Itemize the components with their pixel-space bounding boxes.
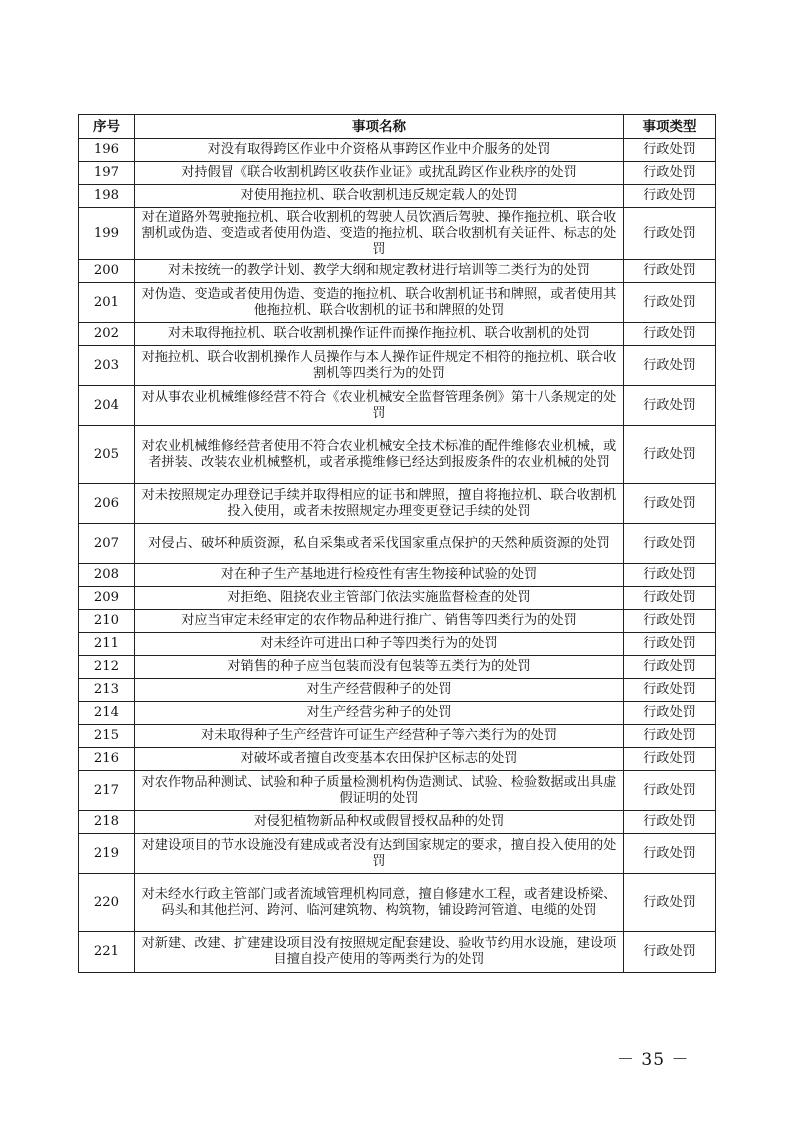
row-seq: 204 [79,386,135,426]
row-type: 行政处罚 [624,811,716,834]
row-name: 对侵犯植物新品种权或假冒授权品种的处罚 [135,811,624,834]
row-seq: 206 [79,484,135,524]
row-seq: 220 [79,874,135,932]
row-type: 行政处罚 [624,484,716,524]
row-seq: 221 [79,932,135,973]
row-name: 对农作物品种测试、试验和种子质量检测机构伪造测试、试验、检验数据或出具虚假证明的处罚 [135,771,624,811]
row-name: 对未经许可进出口种子等四类行为的处罚 [135,633,624,656]
table-row [79,748,716,771]
header-type: 事项类型 [624,115,716,139]
table-row [79,932,716,973]
row-name: 对从事农业机械维修经营不符合《农业机械安全监督管理条例》第十八条规定的处罚 [135,386,624,426]
table-row [79,484,716,524]
page-number: － 35 － [617,1050,690,1070]
row-name: 对建设项目的节水设施没有建成或者没有达到国家规定的要求，擅自投入使用的处罚 [135,834,624,874]
row-seq: 205 [79,426,135,484]
table-row [79,656,716,679]
row-seq: 208 [79,564,135,587]
table-row [79,874,716,932]
row-name: 对拖拉机、联合收割机操作人员操作与本人操作证件规定不相符的拖拉机、联合收割机等四类行为的处罚 [135,346,624,386]
table-row [79,386,716,426]
row-type: 行政处罚 [624,771,716,811]
row-seq: 215 [79,725,135,748]
row-seq: 218 [79,811,135,834]
table-row [79,834,716,874]
row-name: 对生产经营假种子的处罚 [135,679,624,702]
row-type: 行政处罚 [624,524,716,564]
row-type: 行政处罚 [624,564,716,587]
row-seq: 201 [79,283,135,323]
row-name: 对未取得种子生产经营许可证生产经营种子等六类行为的处罚 [135,725,624,748]
row-seq: 197 [79,162,135,185]
row-type: 行政处罚 [624,283,716,323]
row-seq: 214 [79,702,135,725]
row-seq: 209 [79,587,135,610]
row-type: 行政处罚 [624,260,716,283]
row-name: 对销售的种子应当包装而没有包装等五类行为的处罚 [135,656,624,679]
table-row [79,679,716,702]
table-row [79,162,716,185]
row-type: 行政处罚 [624,426,716,484]
row-name: 对农业机械维修经营者使用不符合农业机械安全技术标准的配件维修农业机械，或者拼装、改装农业机械整机，或者承揽维修已经达到报废条件的农业机械的处罚 [135,426,624,484]
row-seq: 212 [79,656,135,679]
header-name: 事项名称 [135,115,624,139]
table-row [79,564,716,587]
table-row [79,185,716,208]
row-name: 对新建、改建、扩建建设项目没有按照规定配套建设、验收节约用水设施，建设项目擅自投产使用的等两类行为的处罚 [135,932,624,973]
row-seq: 203 [79,346,135,386]
row-seq: 200 [79,260,135,283]
row-type: 行政处罚 [624,610,716,633]
row-name: 对生产经营劣种子的处罚 [135,702,624,725]
row-type: 行政处罚 [624,185,716,208]
row-name: 对使用拖拉机、联合收割机违反规定载人的处罚 [135,185,624,208]
header-seq: 序号 [79,115,135,139]
row-seq: 198 [79,185,135,208]
row-type: 行政处罚 [624,386,716,426]
row-name: 对未按照规定办理登记手续并取得相应的证书和牌照，擅自将拖拉机、联合收割机投入使用，或者未按照规定办理变更登记手续的处罚 [135,484,624,524]
table-row [79,725,716,748]
row-type: 行政处罚 [624,748,716,771]
table-row [79,283,716,323]
row-seq: 217 [79,771,135,811]
row-type: 行政处罚 [624,323,716,346]
row-type: 行政处罚 [624,587,716,610]
row-seq: 219 [79,834,135,874]
table-row [79,139,716,162]
row-seq: 216 [79,748,135,771]
row-name: 对没有取得跨区作业中介资格从事跨区作业中介服务的处罚 [135,139,624,162]
table-row [79,426,716,484]
row-name: 对未经水行政主管部门或者流域管理机构同意，擅自修建水工程，或者建设桥梁、码头和其他拦河、跨河、临河建筑物、构筑物，铺设跨河管道、电缆的处罚 [135,874,624,932]
row-type: 行政处罚 [624,834,716,874]
row-type: 行政处罚 [624,679,716,702]
row-seq: 202 [79,323,135,346]
row-type: 行政处罚 [624,702,716,725]
table-row [79,208,716,260]
table-row [79,587,716,610]
row-seq: 196 [79,139,135,162]
row-seq: 213 [79,679,135,702]
row-name: 对持假冒《联合收割机跨区收获作业证》或扰乱跨区作业秩序的处罚 [135,162,624,185]
table-header-row [79,115,716,139]
row-name: 对在种子生产基地进行检疫性有害生物接种试验的处罚 [135,564,624,587]
row-name: 对未取得拖拉机、联合收割机操作证件而操作拖拉机、联合收割机的处罚 [135,323,624,346]
table-row [79,323,716,346]
row-type: 行政处罚 [624,874,716,932]
row-type: 行政处罚 [624,139,716,162]
row-type: 行政处罚 [624,932,716,973]
row-name: 对伪造、变造或者使用伪造、变造的拖拉机、联合收割机证书和牌照，或者使用其他拖拉机、联合收割机的证书和牌照的处罚 [135,283,624,323]
row-type: 行政处罚 [624,656,716,679]
row-seq: 207 [79,524,135,564]
row-type: 行政处罚 [624,725,716,748]
row-name: 对在道路外驾驶拖拉机、联合收割机的驾驶人员饮酒后驾驶、操作拖拉机、联合收割机或伪造、变造或者使用伪造、变造的拖拉机、联合收割机有关证件、标志的处罚 [135,208,624,260]
row-type: 行政处罚 [624,208,716,260]
row-type: 行政处罚 [624,162,716,185]
row-seq: 210 [79,610,135,633]
row-name: 对未按统一的教学计划、教学大纲和规定教材进行培训等二类行为的处罚 [135,260,624,283]
table-row [79,633,716,656]
row-name: 对拒绝、阻挠农业主管部门依法实施监督检查的处罚 [135,587,624,610]
table-row [79,524,716,564]
row-type: 行政处罚 [624,346,716,386]
table-row [79,346,716,386]
row-seq: 211 [79,633,135,656]
table-row [79,610,716,633]
table-row [79,702,716,725]
row-name: 对应当审定未经审定的农作物品种进行推广、销售等四类行为的处罚 [135,610,624,633]
table-row [79,260,716,283]
table-row [79,811,716,834]
row-name: 对破坏或者擅自改变基本农田保护区标志的处罚 [135,748,624,771]
row-type: 行政处罚 [624,633,716,656]
items-table [78,114,716,973]
row-name: 对侵占、破坏种质资源，私自采集或者采伐国家重点保护的天然种质资源的处罚 [135,524,624,564]
row-seq: 199 [79,208,135,260]
table-row [79,771,716,811]
table-body [79,139,716,973]
